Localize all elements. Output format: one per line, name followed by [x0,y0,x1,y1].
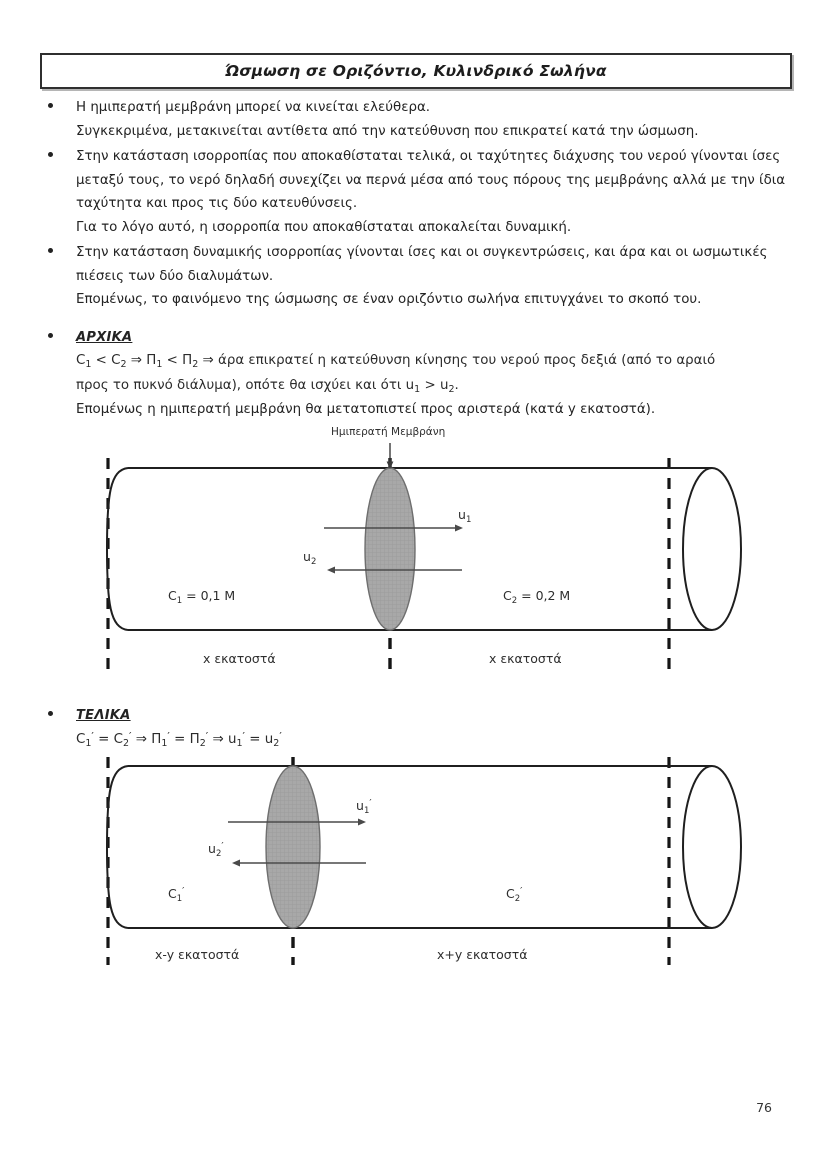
symbol-u1: u [228,731,237,747]
membrane-label: Ημιπερατή Μεμβράνη [331,426,446,438]
u2-prime-label: $u_2'$ [208,841,224,859]
subscript-1: 1 [85,359,92,370]
operator-lt: < [162,353,183,368]
formula-text: προς το πυκνό διάλυμα), οπότε θα ισχύει και ότι u [76,377,415,393]
list-item [44,145,788,239]
symbol-pi2: Π [189,731,200,747]
membrane-ellipse [266,766,320,928]
formula-final [76,728,820,753]
prime-mark: ′ [279,729,282,743]
c1-prime-label: $C_1'$ [168,886,185,904]
left-distance-label: x-y εκατοστά [155,947,240,962]
paragraph-line: Για το λόγο αυτό, η ισορροπία που αποκαθίσταται αποκαλείται δυναμική. [76,219,572,235]
prime-mark: ′ [167,729,170,743]
membrane-ellipse [365,468,415,630]
prime-mark: ′ [129,729,132,743]
c2-concentration-label: $C_2 = 0,2$ M [503,588,571,606]
u1-label: $u_1$ [458,507,472,525]
paragraph-line: Συγκεκριμένα, μετακινείται αντίθετα από την κατεύθυνση που επικρατεί κατά την ώσμωση. [76,123,699,139]
cylinder-left-arc [107,468,128,630]
right-distance-label: x εκατοστά [489,651,562,666]
paragraph-line: Επομένως η ημιπερατή μεμβράνη θα μετατοπιστεί προς αριστερά (κατά y εκατοστά). [76,402,656,417]
subscript-1: 1 [414,383,421,395]
paragraph-line: Η ημιπερατή μεμβράνη μπορεί να κινείται ελεύθερα. [76,100,431,115]
operator-eq: = [93,731,114,747]
paragraph-line: Επομένως, το φαινόμενο της ώσμωσης σε έναν οριζόντιο σωλήνα επιτυγχάνει το σκοπό του. [76,292,702,307]
left-distance-label: x εκατοστά [203,651,276,666]
formula-initial-line2 [76,374,788,399]
page-title-box [40,53,792,89]
list-item [44,241,788,312]
operator-lt: < [91,353,112,368]
symbol-c1: C [76,353,86,368]
prime-mark: ′ [91,729,94,743]
cylinder-right-cap [683,766,741,928]
list-item-final-section [44,704,820,752]
operator-eq: = [245,731,265,747]
subscript-2: 2 [192,359,199,370]
symbol-u2: u [264,731,274,747]
page-number: 76 [756,1100,772,1115]
period: . [454,377,459,393]
prime-mark: ′ [242,729,246,743]
subscript-1: 1 [161,737,168,749]
bullet-dot-icon [48,711,53,716]
page-title: Ώσμωση σε Οριζόντιο, Κυλινδρικό Σωλήνα [225,62,607,80]
subscript-2: 2 [273,737,280,749]
formula-tail-text: άρα επικρατεί η κατεύθυνση κίνησης του νερού προς δεξιά (από το αραιό [218,353,716,368]
symbol-pi2: Π [182,353,193,368]
subscript-1: 1 [85,737,92,749]
paragraph-line: Στην κατάσταση ισορροπίας που αποκαθίσταται τελικά, οι ταχύτητες διάχυσης του νερού γίνονται ίσες μεταξύ τους, το νερό δηλαδή συνεχίζει να περνά μέσα από τους πόρους της μεμβράνης αλλά με την ίδια ταχύτητα και προς τις δύο κατευθύνσεις. [76,149,786,211]
section-heading-initial: ΑΡΧΙΚΑ [76,329,133,345]
arrow-implies: ⇒ [131,731,152,747]
subscript-1: 1 [236,737,243,749]
symbol-c1: C [76,731,86,747]
operator-eq: = [169,731,190,747]
symbol-c2: C [111,353,121,368]
c1-concentration-label: $C_1 = 0,1$ M [168,588,236,606]
symbol-pi1: Π [146,353,157,368]
u1-arrowhead [455,525,463,532]
section-heading-final: ΤΕΛΙΚΑ [76,708,131,723]
list-item [44,96,788,143]
u2-arrowhead [327,567,335,574]
u1-prime-arrowhead [358,819,366,826]
subscript-2: 2 [120,359,127,370]
cylinder-right-cap [683,468,741,630]
cylinder-left-arc [107,766,128,928]
c2-prime-label: $C_2'$ [506,886,523,904]
u1-prime-label: $u_1'$ [356,798,372,816]
body-content [44,96,788,424]
arrow-implies: ⇒ [126,353,147,368]
arrow-implies: ⇒ [208,731,228,747]
subscript-1: 1 [156,359,163,370]
prime-mark: ′ [205,729,209,743]
subscript-2: 2 [199,737,206,749]
paragraph-line: Στην κατάσταση δυναμικής ισορροπίας γίνονται ίσες και οι συγκεντρώσεις, και άρα και οι ωσμωτικές πιέσεις των δύο διαλυμάτων. [76,245,768,284]
subscript-2: 2 [123,737,130,749]
subscript-2: 2 [448,383,455,395]
u2-prime-arrowhead [232,860,240,867]
bullet-dot-icon [48,248,53,253]
u2-label: $u_2$ [303,549,317,567]
bullet-dot-icon [48,333,53,338]
bullet-dot-icon [48,103,53,108]
right-distance-label: x+y εκατοστά [437,947,528,962]
symbol-pi1: Π [151,731,162,747]
arrow-implies: ⇒ [198,353,218,368]
symbol-c2: C [113,731,123,747]
membrane-pointer-arrowhead [387,462,394,470]
list-item-initial-section [44,326,788,422]
formula-initial-line1 [76,349,788,374]
operator-gt: > u [420,377,449,393]
bullet-dot-icon [48,152,53,157]
